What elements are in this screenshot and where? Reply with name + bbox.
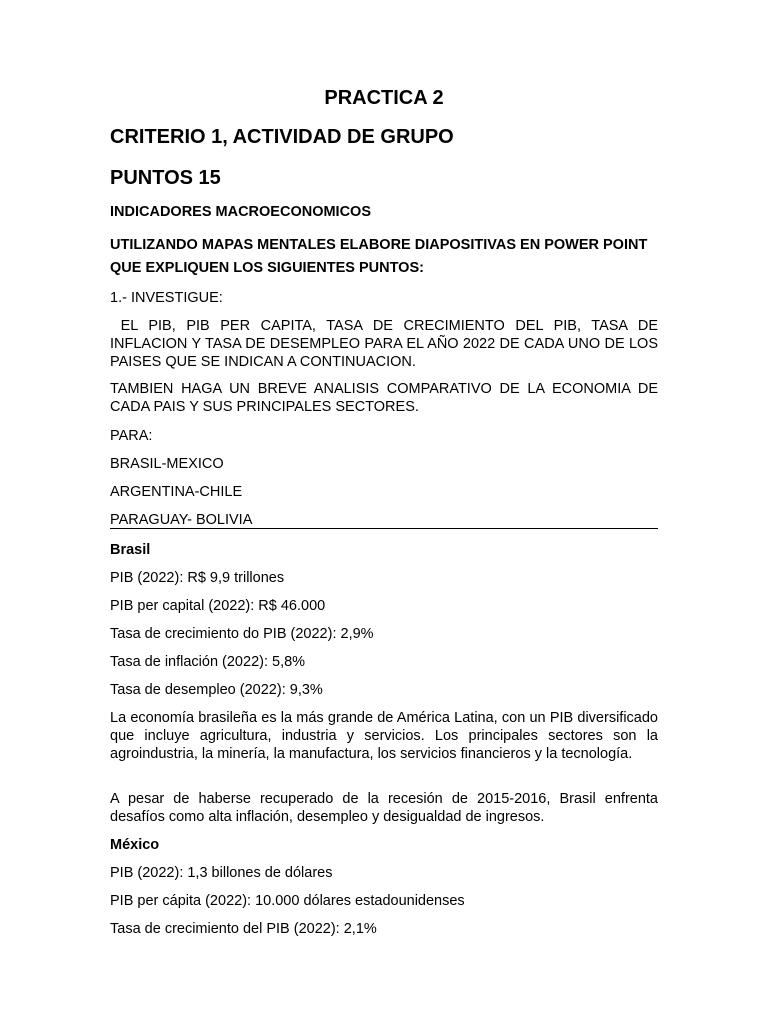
brasil-unemployment-rate: Tasa de desempleo (2022): 9,3% (110, 682, 323, 698)
brasil-inflation-rate: Tasa de inflación (2022): 5,8% (110, 654, 306, 670)
mexico-growth-rate: Tasa de crecimiento del PIB (2022): 2,1% (110, 921, 377, 937)
section-divider (110, 528, 658, 529)
country-pair-2: ARGENTINA-CHILE (110, 484, 243, 500)
mexico-heading: México (110, 837, 160, 853)
task-paragraph-1: EL PIB, PIB PER CAPITA, TASA DE CRECIMIENTO DEL PIB, TASA DE INFLACION Y TASA DE DESEMPLEO PARA EL AÑO 2022 DE CADA UNO DE LOS PAISES QUE SE INDICAN A CONTINUACION. (110, 318, 663, 370)
brasil-growth-rate: Tasa de crecimiento do PIB (2022): 2,9% (110, 626, 374, 642)
country-pair-3: PARAGUAY- BOLIVIA (110, 512, 253, 528)
criterion-heading: CRITERIO 1, ACTIVIDAD DE GRUPO (110, 126, 454, 148)
mexico-pib: PIB (2022): 1,3 billones de dólares (110, 865, 333, 881)
task-heading: 1.- INVESTIGUE: (110, 290, 223, 306)
brasil-pib-per-capita: PIB per capital (2022): R$ 46.000 (110, 598, 326, 614)
topic-heading: INDICADORES MACROECONOMICOS (110, 204, 372, 220)
instruction-heading: UTILIZANDO MAPAS MENTALES ELABORE DIAPOSITIVAS EN POWER POINT QUE EXPLIQUEN LOS SIGUIENTES PUNTOS: (110, 237, 648, 276)
task-paragraph-2: TAMBIEN HAGA UN BREVE ANALISIS COMPARATIVO DE LA ECONOMIA DE CADA PAIS Y SUS PRINCIPALES SECTORES. (110, 381, 658, 415)
mexico-pib-per-capita: PIB per cápita (2022): 10.000 dólares estadounidenses (110, 893, 465, 909)
document-title: PRACTICA 2 (324, 87, 444, 109)
para-label: PARA: (110, 428, 153, 444)
brasil-description-2: A pesar de haberse recuperado de la recesión de 2015-2016, Brasil enfrenta desafíos como alta inflación, desempleo y desigualdad de ingresos. (110, 791, 658, 825)
country-pair-1: BRASIL-MEXICO (110, 456, 224, 472)
brasil-description-1: La economía brasileña es la más grande de América Latina, con un PIB diversificado que incluye agricultura, industria y servicios. Los principales sectores son la agroindustria, la minería, la manufactura, los servicios financieros y la tecnología. (110, 710, 658, 762)
brasil-heading: Brasil (110, 542, 151, 558)
points-heading: PUNTOS 15 (110, 167, 221, 189)
brasil-pib: PIB (2022): R$ 9,9 trillones (110, 570, 285, 586)
